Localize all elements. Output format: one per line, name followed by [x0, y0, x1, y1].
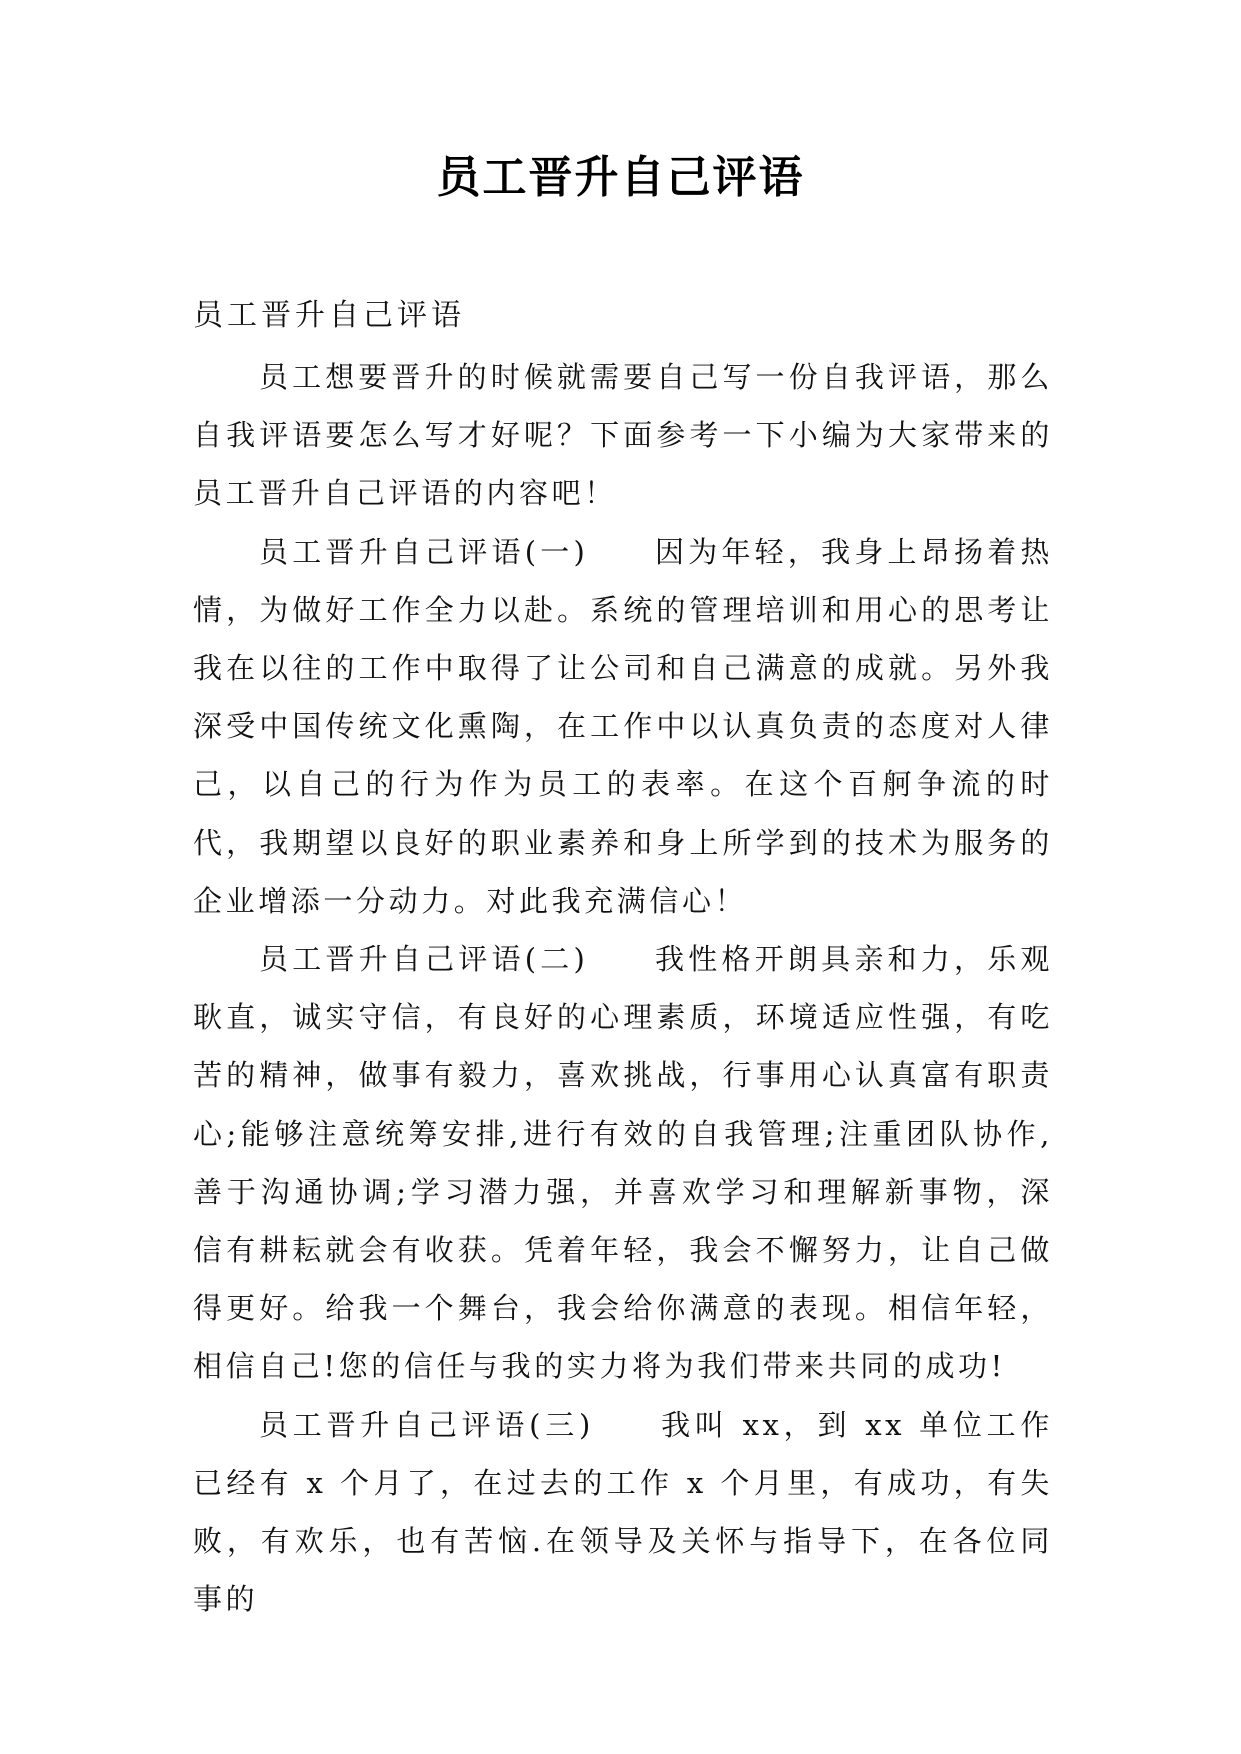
section-heading: 员工晋升自己评语(一) — [259, 534, 589, 569]
document-subtitle: 员工晋升自己评语 — [193, 298, 465, 333]
section-heading: 员工晋升自己评语(三) — [259, 1407, 594, 1442]
document-body — [193, 348, 1053, 1628]
section-paragraph — [193, 523, 1053, 930]
section-heading: 员工晋升自己评语(二) — [259, 942, 589, 977]
section-paragraph — [193, 930, 1053, 1396]
section-text: 我性格开朗具亲和力，乐观耿直，诚实守信，有良好的心理素质，环境适应性强，有吃苦的精神，做事有毅力，喜欢挑战，行事用心认真富有职责心;能够注意统筹安排,进行有效的自我管理;注重团队协作,善于沟通协调;学习潜力强，并喜欢学习和理解新事物，深信有耕耘就会有收获。凭着年轻，我会不懈努力，让自己做得更好。给我一个舞台，我会给你满意的表现。相信年轻，相信自己!您的信任与我的实力将为我们带来共同的成功! — [193, 942, 1054, 1384]
section-text: 因为年轻，我身上昂扬着热情，为做好工作全力以赴。系统的管理培训和用心的思考让我在以往的工作中取得了让公司和自己满意的成就。另外我深受中国传统文化熏陶，在工作中以认真负责的态度对人律己，以自己的行为作为员工的表率。在这个百舸争流的时代，我期望以良好的职业素养和身上所学到的技术为服务的企业增添一分动力。对此我充满信心！ — [193, 534, 1054, 918]
document-title: 员工晋升自己评语 — [436, 152, 805, 203]
intro-paragraph: 员工想要晋升的时候就需要自己写一份自我评语，那么自我评语要怎么写才好呢？下面参考一下小编为大家带来的员工晋升自己评语的内容吧！ — [193, 360, 1053, 511]
section-paragraph — [193, 1396, 1053, 1629]
section-text: 我叫 xx，到 xx 单位工作已经有 x 个月了，在过去的工作 x 个月里，有成功，有失败，有欢乐，也有苦恼.在领导及关怀与指导下，在各位同事的 — [193, 1407, 1053, 1617]
